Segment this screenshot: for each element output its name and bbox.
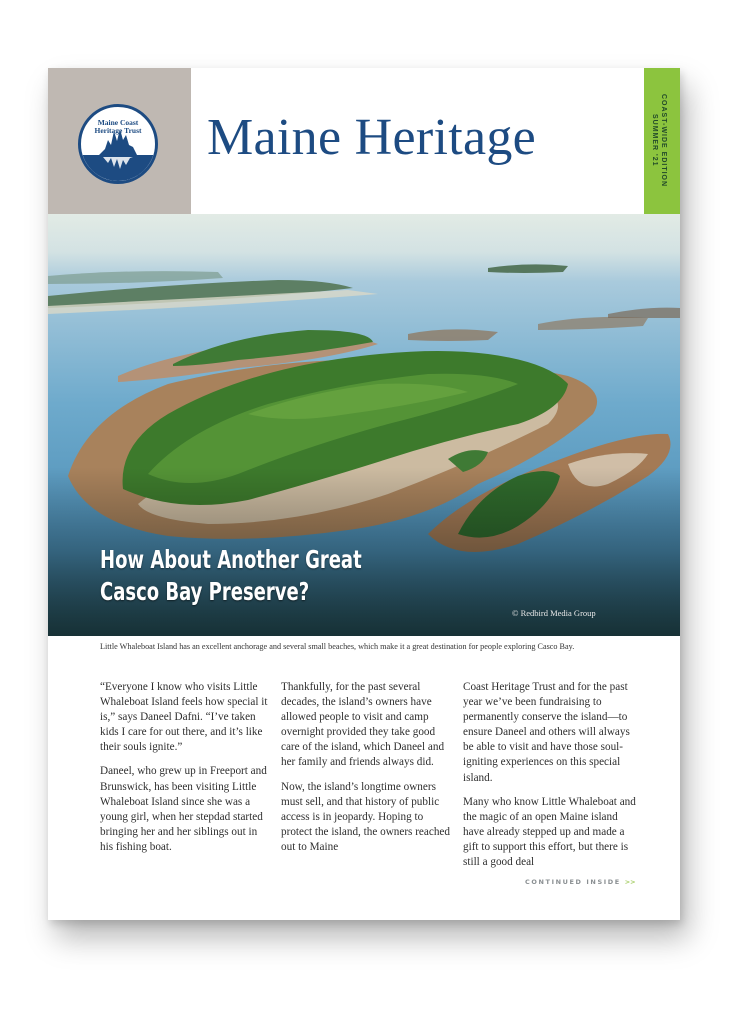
edition-line-1: COAST-WIDE EDITION xyxy=(660,94,667,188)
photo-caption: Little Whaleboat Island has an excellent anchorage and several small beaches, which make it a great destination for people exploring Casco Bay. xyxy=(100,642,575,651)
edition-line-2: SUMMER '21 xyxy=(651,114,658,167)
continued-inside-link[interactable] xyxy=(525,878,636,886)
paragraph: Thankfully, for the past several decades, the island’s owners have allowed people to visit and camp overnight provided they take good care of the island, which Daneel and her family and friends always did. xyxy=(281,681,445,769)
hero-photo xyxy=(48,214,680,636)
headline-line-1: How About Another Great xyxy=(100,545,362,574)
paragraph: Coast Heritage Trust and for the past year we’ve been fundraising to permanently conserve the island—to ensure Daneel and others will always be able to visit and have those soul-igniting experiences on this special island. xyxy=(463,681,630,784)
continued-label: CONTINUED INSIDE xyxy=(525,878,621,886)
paragraph: Daneel, who grew up in Freeport and Brunswick, has been visiting Little Whaleboat Island since she was a young girl, when her stepdad started bringing her and her siblings out in his fishing boat. xyxy=(100,765,267,853)
newsletter-page xyxy=(48,68,680,920)
edition-strip xyxy=(644,68,680,214)
paragraph: Now, the island’s longtime owners must sell, and that history of public access is in jeopardy. Hoping to protect the island, the owners reached out to Maine xyxy=(281,780,450,853)
paragraph: Many who know Little Whaleboat and the magic of an open Maine island have already stepped up and made a gift to support this effort, but there is still a good deal xyxy=(463,795,636,869)
logo-line-1: Maine Coast xyxy=(97,118,139,127)
logo-text xyxy=(81,119,155,135)
double-chevron-right-icon: >> xyxy=(624,878,636,886)
publication-title: Maine Heritage xyxy=(207,109,537,166)
headline-line-2: Casco Bay Preserve? xyxy=(100,577,310,606)
hero-headline xyxy=(100,544,362,608)
article-column-1 xyxy=(100,680,270,864)
paragraph: “Everyone I know who visits Little Whaleboat Island feels how special it is,” says Daneel Dafni. “I’ve taken kids I care for out there, and it’s like their souls ignite.” xyxy=(100,681,268,754)
photo-credit: © Redbird Media Group xyxy=(512,608,596,618)
logo-line-2: Heritage Trust xyxy=(94,126,142,135)
article-column-3 xyxy=(463,680,638,879)
logo-panel xyxy=(48,68,191,214)
edition-label xyxy=(650,94,668,187)
logo-badge xyxy=(78,104,158,184)
article-column-2 xyxy=(281,680,451,864)
title-area xyxy=(191,68,644,214)
masthead xyxy=(48,68,680,214)
